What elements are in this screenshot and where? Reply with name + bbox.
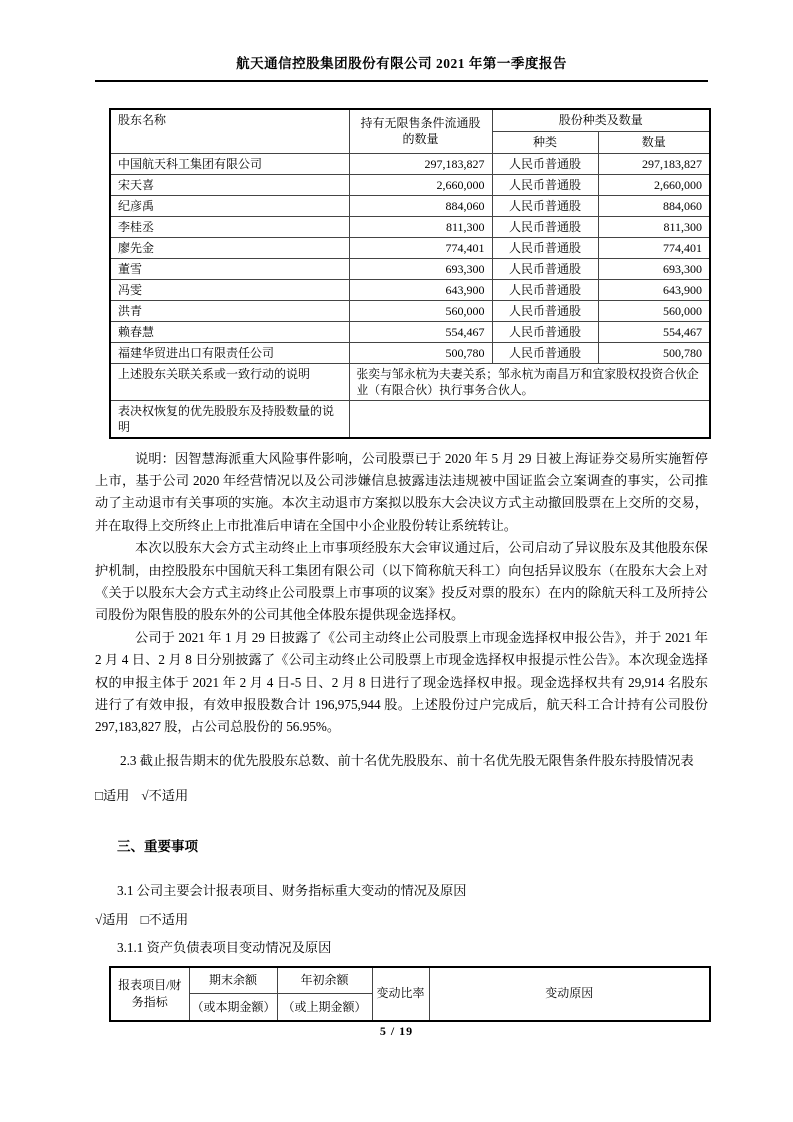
shareholder-name: 纪彦禹 [110, 195, 349, 216]
unrestricted-shares: 693,300 [349, 258, 492, 279]
share-amount: 643,900 [598, 279, 710, 300]
paragraph-2: 本次以股东大会方式主动终止上市事项经股东大会审议通过后，公司启动了异议股东及其他股东保护机制，由控股股东中国航天科工集团有限公司（以下简称航天科工）向包括异议股东（在股东大会上对《关于以股东大会方式主动终止公司股票上市事项的议案》投反对票的股东）在内的除航天科工及所持公司股份为限售股的股东外的公司其他全体股东提供现金选择权。 [95, 540, 708, 623]
paragraph-3: 公司于 2021 年 1 月 29 日披露了《公司主动终止公司股票上市现金选择权申报公告》，并于 2021 年 2 月 4 日、2 月 8 日分别披露了《公司主动终止公司股票上市现金选择权申报提示性公告》。本次现金选择权的申报主体于 2021 年 2 月 4 日-5 日、2 月 8 日进行了现金选择权申报。现金选择权共有 29,914 名股东进行了有效申报，有效申报股数合计 196,975,944 股。上述股份过户完成后，航天科工合计持有公司股份 297,183,827 股，占公司总股份的 56.95%。 [95, 629, 708, 735]
share-type: 人民币普通股 [492, 342, 598, 363]
col-header-change-ratio: 变动比率 [372, 967, 429, 1021]
shareholder-name: 宋天喜 [110, 174, 349, 195]
unrestricted-shares: 774,401 [349, 237, 492, 258]
section-2-3-applicability [95, 785, 708, 807]
share-amount: 554,467 [598, 321, 710, 342]
share-amount: 811,300 [598, 216, 710, 237]
unrestricted-shares: 554,467 [349, 321, 492, 342]
shareholder-name: 赖春慧 [110, 321, 349, 342]
shareholder-name: 廖先金 [110, 237, 349, 258]
shareholder-name: 中国航天科工集团有限公司 [110, 153, 349, 174]
unrestricted-shares: 811,300 [349, 216, 492, 237]
relation-note-row [110, 363, 710, 400]
explanation-paragraphs [95, 448, 708, 739]
shareholder-row [110, 216, 710, 237]
share-type: 人民币普通股 [492, 237, 598, 258]
section-3-1-1-heading: 3.1.1 资产负债表项目变动情况及原因 [117, 939, 332, 955]
shareholder-name: 洪青 [110, 300, 349, 321]
shareholder-name: 李桂丞 [110, 216, 349, 237]
unrestricted-shares: 884,060 [349, 195, 492, 216]
section-3-heading: 三、重要事项 [117, 838, 198, 854]
share-type: 人民币普通股 [492, 195, 598, 216]
paragraph-1: 说明：因智慧海派重大风险事件影响，公司股票已于 2020 年 5 月 29 日被上海证券交易所实施暂停上市，基于公司 2020 年经营情况以及公司涉嫌信息披露违法违规被中国证监会立案调查的事实，公司推动了主动退市有关事项的实施。本次主动退市方案拟以股东大会决议方式主动撤回股票在上交所的交易，并在取得上交所终止上市批准后申请在全国中小企业股份转让系统转让。 [95, 450, 708, 533]
share-type: 人民币普通股 [492, 153, 598, 174]
shareholder-row [110, 279, 710, 300]
share-type: 人民币普通股 [492, 321, 598, 342]
share-amount: 693,300 [598, 258, 710, 279]
shareholder-row [110, 300, 710, 321]
col-header-type-amount-group: 股份种类及数量 [492, 109, 710, 131]
shareholder-row [110, 258, 710, 279]
share-type: 人民币普通股 [492, 216, 598, 237]
shareholder-row [110, 174, 710, 195]
section-3-1-heading: 3.1 公司主要会计报表项目、财务指标重大变动的情况及原因 [117, 882, 467, 898]
shareholder-row [110, 195, 710, 216]
section-3-1-applicability [95, 909, 708, 931]
page-number: 5 / 19 [379, 1024, 414, 1038]
preferred-note-label: 表决权恢复的优先股股东及持股数量的说明 [110, 400, 349, 438]
col-header-ending-balance-sub: （或本期金额） [189, 994, 277, 1021]
unrestricted-shares: 2,660,000 [349, 174, 492, 195]
share-type: 人民币普通股 [492, 279, 598, 300]
col-header-report-item: 报表项目/财务指标 [110, 967, 189, 1021]
share-type: 人民币普通股 [492, 258, 598, 279]
col-header-change-reason: 变动原因 [429, 967, 710, 1021]
relation-note-label: 上述股东关联关系或一致行动的说明 [110, 363, 349, 400]
share-amount: 2,660,000 [598, 174, 710, 195]
shareholder-row [110, 321, 710, 342]
unrestricted-shares: 500,780 [349, 342, 492, 363]
share-amount: 560,000 [598, 300, 710, 321]
share-type: 人民币普通股 [492, 300, 598, 321]
shareholder-name: 福建华贸进出口有限责任公司 [110, 342, 349, 363]
unrestricted-shares: 643,900 [349, 279, 492, 300]
top-shareholders-table [109, 108, 711, 439]
unrestricted-shares: 560,000 [349, 300, 492, 321]
shareholder-row [110, 342, 710, 363]
preferred-note-value [349, 400, 710, 438]
shareholder-name: 董雪 [110, 258, 349, 279]
share-amount: 884,060 [598, 195, 710, 216]
checkbox-applicable-label: √适用 [95, 911, 129, 927]
balance-sheet-change-table [109, 966, 711, 1022]
col-header-shareholder-name: 股东名称 [110, 109, 349, 153]
share-amount: 297,183,827 [598, 153, 710, 174]
shareholder-row [110, 237, 710, 258]
col-header-share-type: 种类 [492, 131, 598, 153]
checkbox-applicable-label: □适用 [95, 787, 130, 803]
col-header-beginning-balance: 年初余额 [277, 967, 372, 994]
checkbox-not-applicable-label: □不适用 [140, 911, 189, 927]
col-header-share-amount: 数量 [598, 131, 710, 153]
share-amount: 500,780 [598, 342, 710, 363]
col-header-ending-balance: 期末余额 [189, 967, 277, 994]
share-amount: 774,401 [598, 237, 710, 258]
section-2-3-heading: 2.3 截止报告期末的优先股股东总数、前十名优先股股东、前十名优先股无限售条件股东持股情况表 [120, 752, 694, 768]
checkbox-not-applicable-label: √不适用 [141, 787, 189, 803]
shareholder-name: 冯雯 [110, 279, 349, 300]
shareholder-row [110, 153, 710, 174]
col-header-unrestricted-shares: 持有无限售条件流通股的数量 [349, 109, 492, 153]
running-head-title: 航天通信控股集团股份有限公司 2021 年第一季度报告 [95, 52, 708, 82]
col-header-beginning-balance-sub: （或上期金额） [277, 994, 372, 1021]
unrestricted-shares: 297,183,827 [349, 153, 492, 174]
share-type: 人民币普通股 [492, 174, 598, 195]
relation-note-value: 张奕与邹永杭为夫妻关系；邹永杭为南昌万和宜家股权投资合伙企业（有限合伙）执行事务合伙人。 [349, 363, 710, 400]
preferred-note-row [110, 400, 710, 438]
